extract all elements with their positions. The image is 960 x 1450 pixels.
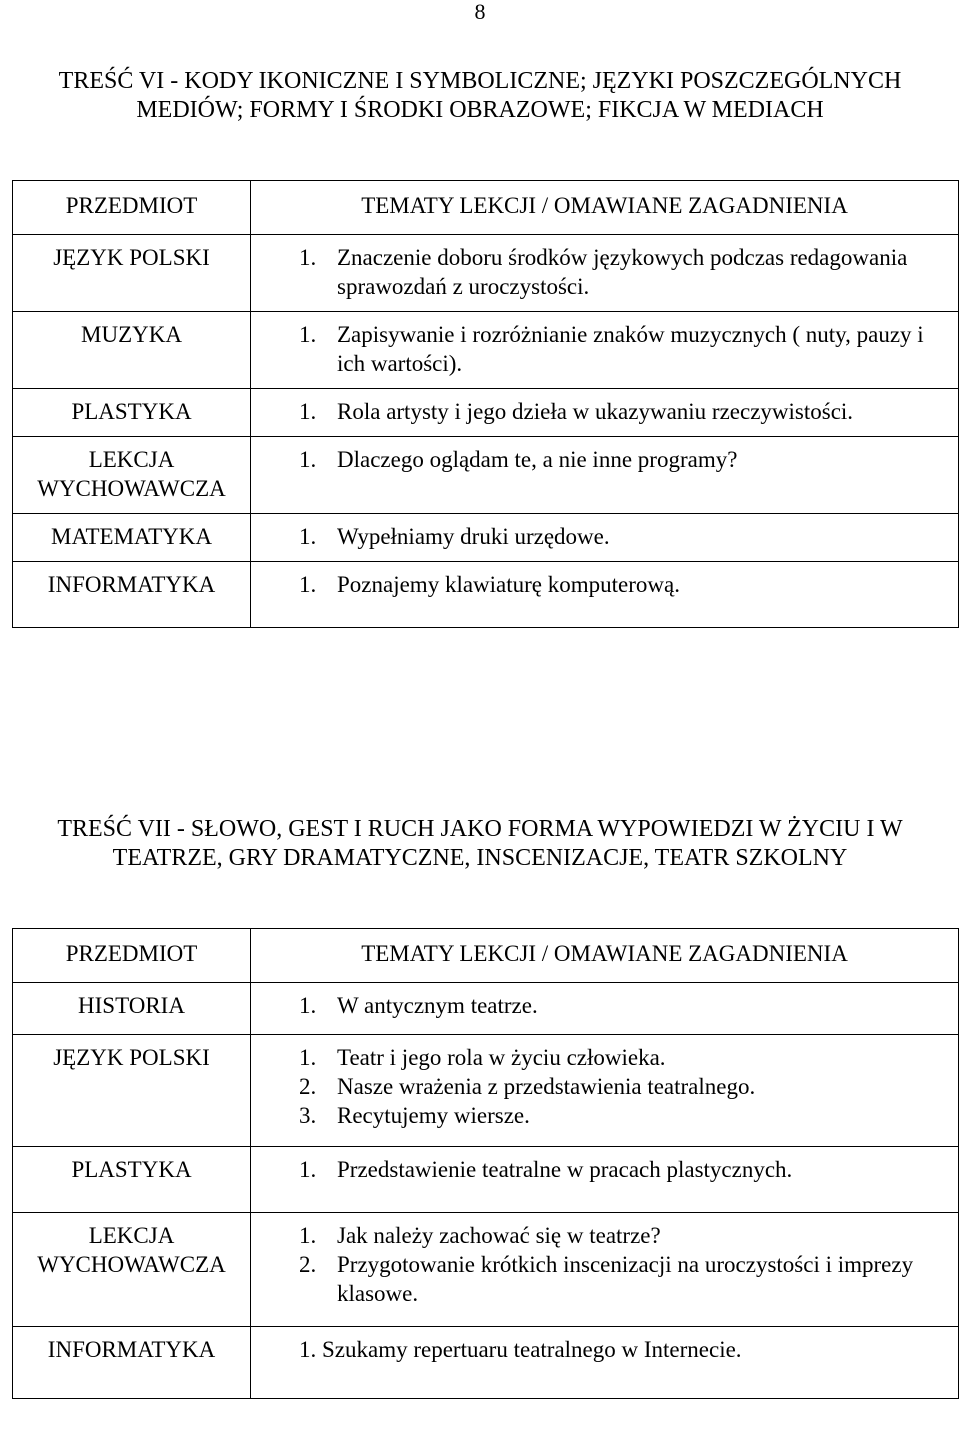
subject-header: PRZEDMIOT: [13, 929, 251, 983]
topic-item: [299, 445, 958, 474]
topic-text: Przygotowanie krótkich inscenizacji na uroczystości i imprezy klasowe.: [337, 1252, 914, 1306]
subject-cell: [13, 983, 251, 1035]
topic-list: [251, 1221, 958, 1308]
subject-label: INFORMATYKA: [47, 572, 216, 597]
topic-list: [251, 320, 958, 378]
section-title-vii: [0, 815, 960, 873]
topic-text: Recytujemy wiersze.: [337, 1103, 530, 1128]
topic-text: Przedstawienie teatralne w pracach plastycznych.: [337, 1157, 793, 1182]
topic-number: 2.: [299, 1252, 317, 1277]
topic-number: 1.: [299, 524, 317, 549]
subject-cell: [13, 312, 251, 389]
topic-text: Rola artysty i jego dzieła w ukazywaniu rzeczywistości.: [337, 399, 854, 424]
topic-item: [299, 1221, 958, 1250]
subject-label: PLASTYKA: [71, 399, 192, 424]
topic-text: 1. Szukamy repertuaru teatralnego w Internecie.: [299, 1337, 742, 1362]
lessons-table-vi: [12, 180, 959, 628]
topic-item: [299, 1101, 958, 1130]
topic-text: Jak należy zachować się w teatrze?: [337, 1223, 661, 1248]
subject-label: MUZYKA: [81, 322, 182, 347]
subject-cell: [13, 389, 251, 437]
topics-cell: [251, 1147, 959, 1213]
topic-number: 1.: [299, 572, 317, 597]
topics-cell: [251, 235, 959, 312]
topic-list: [251, 1155, 958, 1184]
topic-number: 3.: [299, 1103, 317, 1128]
topics-cell: [251, 1213, 959, 1327]
table-row: [13, 1147, 959, 1213]
table-header-row: [13, 181, 959, 235]
topic-list: [251, 1043, 958, 1130]
subject-cell: [13, 1035, 251, 1147]
table-row: [13, 437, 959, 514]
subject-cell: [13, 562, 251, 628]
topic-number: 1.: [299, 399, 317, 424]
subject-header: PRZEDMIOT: [13, 181, 251, 235]
topic-number: 1.: [299, 1045, 317, 1070]
topic-item: [299, 1250, 958, 1308]
table-row: [13, 389, 959, 437]
topic-number: 1.: [299, 322, 317, 347]
subject-label: INFORMATYKA: [47, 1337, 216, 1362]
topic-item: [299, 570, 958, 599]
section-title-line: MEDIÓW; FORMY I ŚRODKI OBRAZOWE; FIKCJA W MEDIACH: [136, 97, 824, 123]
subject-cell: [13, 514, 251, 562]
topic-item: [299, 991, 958, 1020]
topic-item: [299, 1043, 958, 1072]
table-row: [13, 514, 959, 562]
section-title-line: TREŚĆ VI - KODY IKONICZNE I SYMBOLICZNE; JĘZYKI POSZCZEGÓLNYCH: [58, 68, 902, 94]
topic-list: [251, 991, 958, 1020]
subject-label: LEKCJA WYCHOWAWCZA: [37, 1223, 226, 1277]
topics-cell: [251, 437, 959, 514]
page-number: 8: [474, 0, 486, 24]
topic-list: [251, 397, 958, 426]
topic-list: [251, 570, 958, 599]
topic-item: [299, 522, 958, 551]
table-row: [13, 1035, 959, 1147]
topic-item: [299, 243, 958, 301]
topics-cell: [251, 1327, 959, 1399]
topic-list: [251, 522, 958, 551]
table-row: [13, 1327, 959, 1399]
topics-cell: [251, 562, 959, 628]
topic-text: W antycznym teatrze.: [337, 993, 538, 1018]
topic-text: Wypełniamy druki urzędowe.: [337, 524, 610, 549]
topics-cell: [251, 389, 959, 437]
table-header-row: [13, 929, 959, 983]
subject-cell: [13, 437, 251, 514]
topic-item: [299, 1155, 958, 1184]
section-title-line: TREŚĆ VII - SŁOWO, GEST I RUCH JAKO FORMA WYPOWIEDZI W ŻYCIU I W: [57, 816, 903, 842]
table-row: [13, 235, 959, 312]
topics-header: TEMATY LEKCJI / OMAWIANE ZAGADNIENIA: [251, 929, 959, 983]
topic-item: [299, 1072, 958, 1101]
lessons-table-vii: [12, 928, 959, 1399]
topics-header: TEMATY LEKCJI / OMAWIANE ZAGADNIENIA: [251, 181, 959, 235]
topic-number: 1.: [299, 1223, 317, 1248]
topic-text: Dlaczego oglądam te, a nie inne programy?: [337, 447, 738, 472]
topics-cell: [251, 983, 959, 1035]
topics-cell: [251, 514, 959, 562]
subject-label: JĘZYK POLSKI: [53, 1045, 210, 1070]
table-row: [13, 1213, 959, 1327]
topic-number: 1.: [299, 447, 317, 472]
subject-cell: [13, 1213, 251, 1327]
topic-list: [251, 445, 958, 474]
topic-text: Nasze wrażenia z przedstawienia teatralnego.: [337, 1074, 756, 1099]
section-title-line: TEATRZE, GRY DRAMATYCZNE, INSCENIZACJE, TEATR SZKOLNY: [112, 845, 848, 871]
subject-label: LEKCJA WYCHOWAWCZA: [37, 447, 226, 501]
topic-number: 1.: [299, 993, 317, 1018]
topics-cell: [251, 1035, 959, 1147]
topic-text: Teatr i jego rola w życiu człowieka.: [337, 1045, 666, 1070]
topic-item: [299, 397, 958, 426]
subject-label: HISTORIA: [78, 993, 185, 1018]
subject-label: PLASTYKA: [71, 1157, 192, 1182]
topic-text: Poznajemy klawiaturę komputerową.: [337, 572, 680, 597]
topic-text: Znaczenie doboru środków językowych podczas redagowania sprawozdań z uroczystości.: [337, 245, 908, 299]
table-row: [13, 983, 959, 1035]
topic-number: 2.: [299, 1074, 317, 1099]
topic-number: 1.: [299, 1157, 317, 1182]
subject-cell: [13, 1147, 251, 1213]
section-title-vi: [0, 67, 960, 125]
table-row: [13, 562, 959, 628]
topic-item: [299, 320, 958, 378]
topic-text: Zapisywanie i rozróżnianie znaków muzycznych ( nuty, pauzy i ich wartości).: [337, 322, 924, 376]
subject-cell: [13, 1327, 251, 1399]
subject-cell: [13, 235, 251, 312]
table-row: [13, 312, 959, 389]
topics-cell: [251, 312, 959, 389]
subject-label: JĘZYK POLSKI: [53, 245, 210, 270]
subject-label: MATEMATYKA: [51, 524, 212, 549]
topic-list: [251, 243, 958, 301]
topic-number: 1.: [299, 245, 317, 270]
